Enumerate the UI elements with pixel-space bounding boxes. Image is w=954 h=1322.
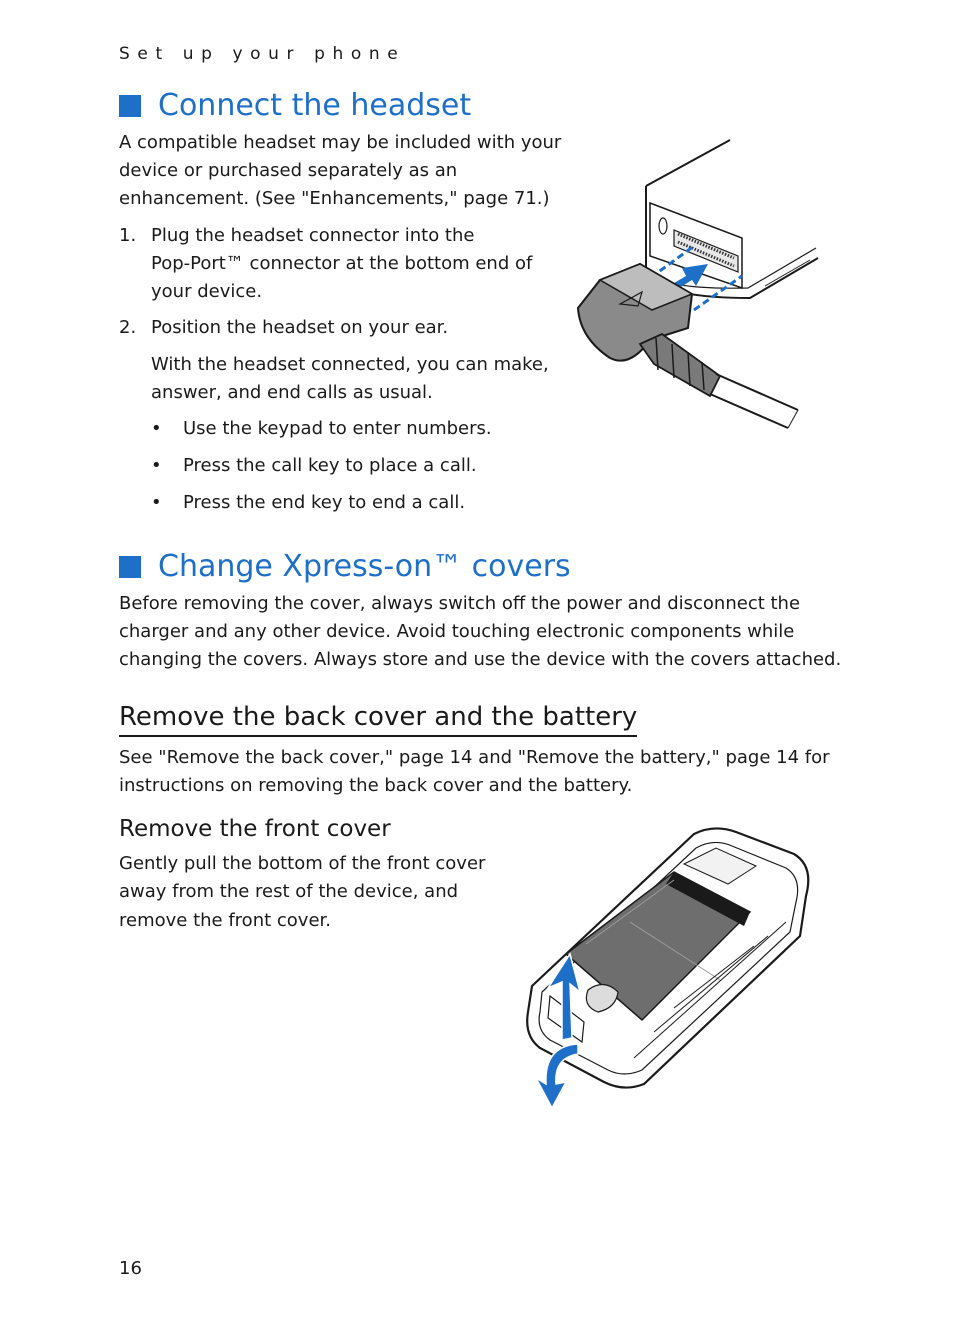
step-number: 1. <box>119 225 137 246</box>
section-title-change-covers <box>119 549 571 584</box>
body-line: See "Remove the back cover," page 14 and "Remove the battery," page 14 for <box>119 747 830 768</box>
body-line: Gently pull the bottom of the front cover <box>119 853 486 874</box>
bullet-text: Press the call key to place a call. <box>183 455 477 476</box>
intro-line: A compatible headset may be included with your <box>119 132 562 153</box>
body-line: instructions on removing the back cover and the battery. <box>119 775 633 796</box>
headset-connector-illustration <box>570 138 830 433</box>
bullet-text: Use the keypad to enter numbers. <box>183 418 492 439</box>
subsection-title-back-cover: Remove the back cover and the battery <box>119 700 637 737</box>
step-line: your device. <box>151 281 263 302</box>
section-square-icon <box>119 95 141 117</box>
body-line: remove the front cover. <box>119 910 331 931</box>
bullet-text: Press the end key to end a call. <box>183 492 466 513</box>
bullet-item <box>151 452 477 480</box>
body-line: away from the rest of the device, and <box>119 881 459 902</box>
section-square-icon <box>119 556 141 578</box>
step-line: Plug the headset connector into the <box>151 225 475 246</box>
bullet-dot: • <box>151 455 162 476</box>
bullet-item <box>151 415 492 443</box>
step-number: 2. <box>119 317 137 338</box>
intro-line: charger and any other device. Avoid touching electronic components while <box>119 621 795 642</box>
intro-line: enhancement. (See "Enhancements," page 71.) <box>119 188 550 209</box>
bullet-item <box>151 489 465 517</box>
intro-line: Before removing the cover, always switch off the power and disconnect the <box>119 593 801 614</box>
section-title-text: Change Xpress-on™ covers <box>158 549 571 584</box>
step-line: Pop-Port™ connector at the bottom end of <box>151 253 533 274</box>
intro-line: device or purchased separately as an <box>119 160 458 181</box>
page-number: 16 <box>119 1258 142 1279</box>
section-title-connect-headset <box>119 88 471 123</box>
step-line: Position the headset on your ear. <box>151 317 449 338</box>
subsection-title-front-cover: Remove the front cover <box>119 816 391 842</box>
front-cover-removal-illustration <box>524 826 812 1112</box>
running-head: Set up your phone <box>119 44 406 64</box>
bullet-dot: • <box>151 492 162 513</box>
section-title-text: Connect the headset <box>158 88 472 123</box>
bullet-dot: • <box>151 418 162 439</box>
note-line: answer, and end calls as usual. <box>151 382 433 403</box>
intro-line: changing the covers. Always store and use the device with the covers attached. <box>119 649 842 670</box>
note-line: With the headset connected, you can make, <box>151 354 549 375</box>
